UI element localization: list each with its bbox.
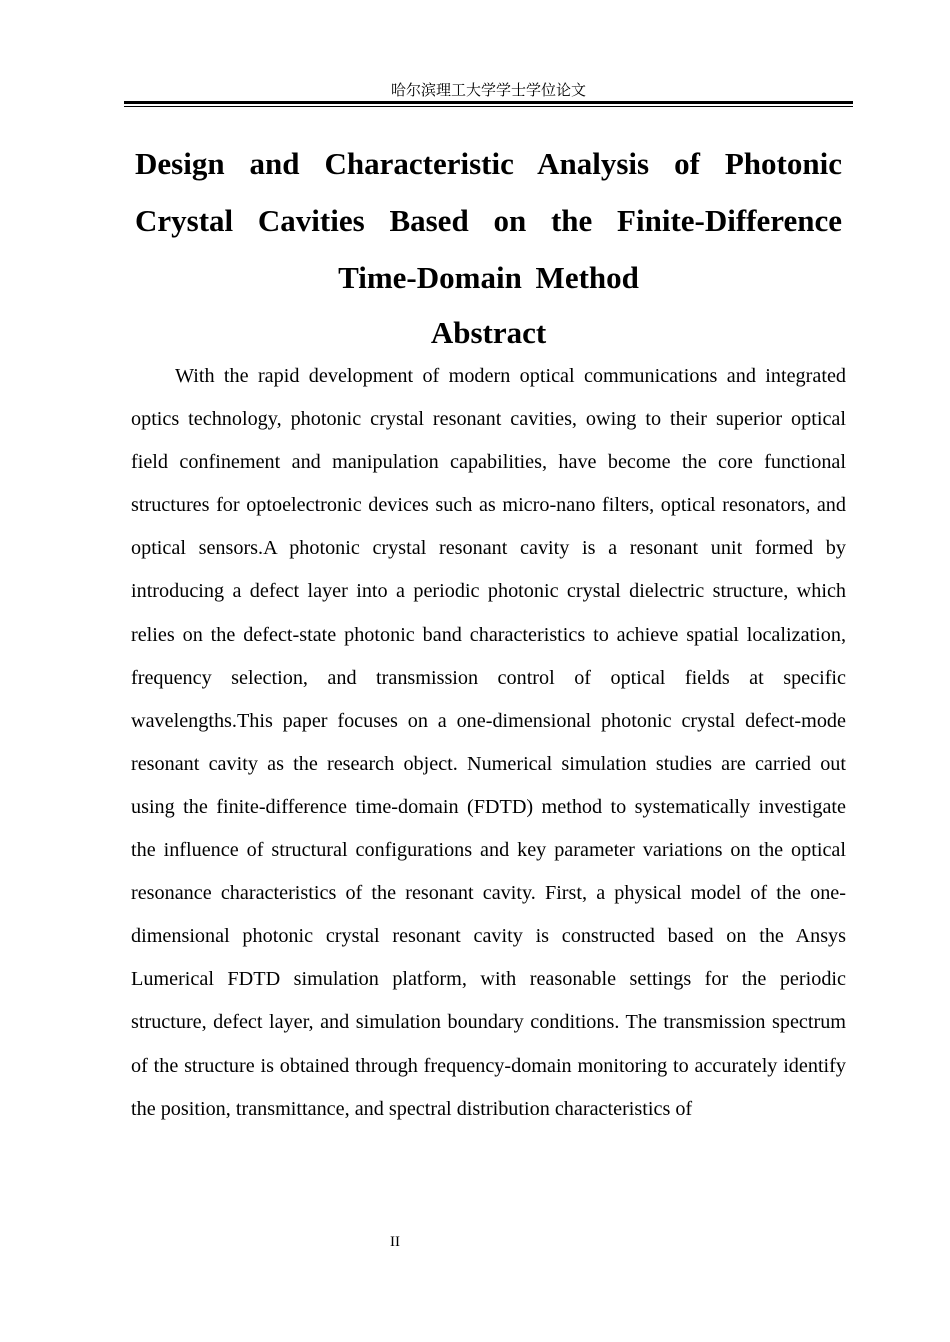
page-number: II xyxy=(390,1234,400,1250)
paper-title: Design and Characteristic Analysis of Photonic Crystal Cavities Based on the Finite-Difference Time-Domain Method xyxy=(135,146,842,295)
abstract-heading: Abstract xyxy=(430,315,547,350)
abstract-body: With the rapid development of modern optical communications and integrated optics technology, photonic crystal resonant cavities, owing to their superior optical field confinement and manipulation capabilities, have become the core functional structures for optoelectronic devices such as micro-nano filters, optical resonators, and optical sensors.A photonic crystal resonant cavity is a resonant unit formed by introducing a defect layer into a periodic photonic crystal dielectric structure, which relies on the defect-state photonic band characteristics to achieve spatial localization, frequency selection, and transmission control of optical fields at specific wavelengths.This paper focuses on a one-dimensional photonic crystal defect-mode resonant cavity as the research object. Numerical simulation studies are carried out using the finite-difference time-domain (FDTD) method to systematically investigate the influence of structural configurations and key parameter variations on the optical resonance characteristics of the resonant cavity. First, a physical model of the one-dimensional photonic crystal resonant cavity is constructed based on the Ansys Lumerical FDTD simulation platform, with reasonable settings for the periodic structure, defect layer, and simulation boundary conditions. The transmission spectrum of the structure is obtained through frequency-domain monitoring to accurately identify the position, transmittance, and spectral distribution characteristics of xyxy=(131,365,846,1120)
header-rule-thin xyxy=(124,106,853,107)
header-rule-thick xyxy=(124,101,853,104)
running-header: 哈尔滨理工大学学士学位论文 xyxy=(390,81,586,99)
